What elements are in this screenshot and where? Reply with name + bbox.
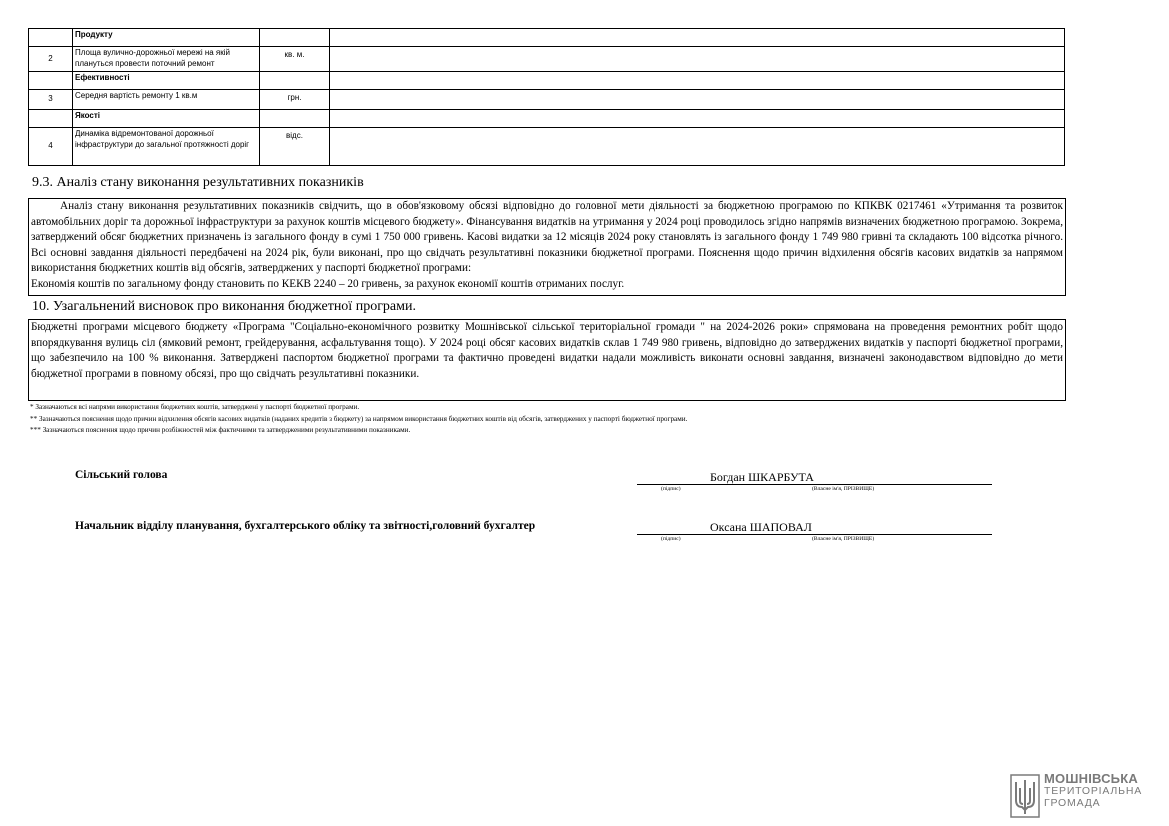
signature-caption: (підпис) xyxy=(661,536,681,542)
indicator-name: Площа вулично-дорожньої мережі на якій плануться провести поточний ремонт xyxy=(73,47,260,72)
section-9-3-text xyxy=(28,198,1066,296)
section-9-3-heading: 9.3. Аналіз стану виконання результативних показників xyxy=(32,175,364,190)
category-row-product xyxy=(29,29,1065,47)
section-10-text xyxy=(28,319,1066,401)
conclusion-paragraph: Бюджетні програми місцевого бюджету «Програма "Соціально-економічного розвитку Мошнівської сільської територіальної громади " на 2024-2026 роки» спрямована на проведення ремонтних робіт щодо впорядкування вулиць сіл (ямковий ремонт, грейдерування, асфальтування тощо). У 2024 році обсяг касових видатків склав 1 749 980 гривень, відповідно до затверджених видатків у паспорті бюджетної програми, що забезпечило на 100 % виконання. Затверджені паспортом бюджетної програми та фактично проведені видатки надали можливість виконати основні завдання, визначені законодавством відповідно до мети бюджетної програми в повному обсязі, про що свідчать результативні показники. xyxy=(31,321,1063,380)
category-label: Ефективності xyxy=(73,72,260,90)
footnote: * Зазначаються всі напрями використання бюджетних коштів, затверджені у паспорті бюджетної програми. xyxy=(30,403,360,411)
signature-line xyxy=(637,484,992,485)
row-number: 2 xyxy=(29,47,73,72)
category-label: Якості xyxy=(73,110,260,128)
footnote: *** Зазначаються пояснення щодо причин розбіжностей між фактичними та затвердженими результативними показниками. xyxy=(30,426,411,434)
name-caption: (Власне ім'я, ПРІЗВИЩЕ) xyxy=(812,486,875,492)
logo-line-1: МОШНІВСЬКА xyxy=(1044,771,1138,786)
table-row xyxy=(29,47,1065,72)
indicator-unit: грн. xyxy=(260,90,330,110)
footnotes xyxy=(30,402,687,437)
indicator-unit: відс. xyxy=(260,128,330,166)
analysis-paragraph: Аналіз стану виконання результативних показників свідчить, що в обов'язковому обсязі відповідно до головної мети діяльності за бюджетною програмою по КПКВК 0217461 «Утримання та розвиток автомобільних доріг та дорожньої інфраструктури за рахунок коштів місцевого бюджету». Фінансування видатків на утримання у 2024 році проводилось згідно напрямів визначених бюджетною програмою. Зокрема, затверджений обсяг бюджетних призначень із загального фонду в сумі 1 750 000 гривень. Касові видатки за 12 місяців 2024 року становлять із загального фонду 1 749 980 гривні та складають 100 відсотка річного. Всі основні завдання діяльності передбачені на 2024 рік, були виконані, про що свідчать результативні показники бюджетної програми. Пояснення щодо причин відхилення обсягів касових видатків за напрямом використання бюджетних коштів від обсягів, затверджених у паспорті бюджетної програми: xyxy=(31,200,1063,275)
signature-title-accountant: Начальник відділу планування, бухгалтерського обліку та звітності,головний бухгалтер xyxy=(75,520,536,532)
signature-line xyxy=(637,534,992,535)
category-label: Продукту xyxy=(73,29,260,47)
signature-name-accountant: Оксана ШАПОВАЛ xyxy=(710,520,812,534)
logo-line-2: ТЕРИТОРІАЛЬНА xyxy=(1044,785,1142,797)
category-row-quality xyxy=(29,110,1065,128)
indicator-unit: кв. м. xyxy=(260,47,330,72)
name-caption: (Власне ім'я, ПРІЗВИЩЕ) xyxy=(812,536,875,542)
table-row xyxy=(29,90,1065,110)
logo-text xyxy=(1044,773,1142,809)
community-logo xyxy=(1010,773,1160,819)
signature-caption: (підпис) xyxy=(661,486,681,492)
row-number: 3 xyxy=(29,90,73,110)
indicator-name: Середня вартість ремонту 1 кв.м xyxy=(73,90,260,110)
footnote: ** Зазначаються пояснення щодо причин відхилення обсягів касових видатків (наданих кредитів з бюджету) за напрямом використання бюджетних коштів від обсягів, затверджених у паспорті бюджетної програми. xyxy=(30,414,688,423)
indicator-name: Динаміка відремонтованої дорожньої інфраструктури до загальної протяжності доріг xyxy=(73,128,260,166)
section-10-heading: 10. Узагальнений висновок про виконання бюджетної програми. xyxy=(32,299,416,314)
category-row-efficiency xyxy=(29,72,1065,90)
signature-title-head: Сільський голова xyxy=(75,469,168,481)
table-row xyxy=(29,128,1065,166)
row-number: 4 xyxy=(29,128,73,166)
savings-paragraph: Економія коштів по загальному фонду становить по КЕКВ 2240 – 20 гривень, за рахунок економії коштів отриманих послуг. xyxy=(31,277,625,290)
indicators-table xyxy=(28,28,1065,166)
trident-emblem-icon xyxy=(1010,774,1040,818)
signature-name-head: Богдан ШКАРБУТА xyxy=(710,470,814,484)
logo-line-3: ГРОМАДА xyxy=(1044,797,1101,809)
